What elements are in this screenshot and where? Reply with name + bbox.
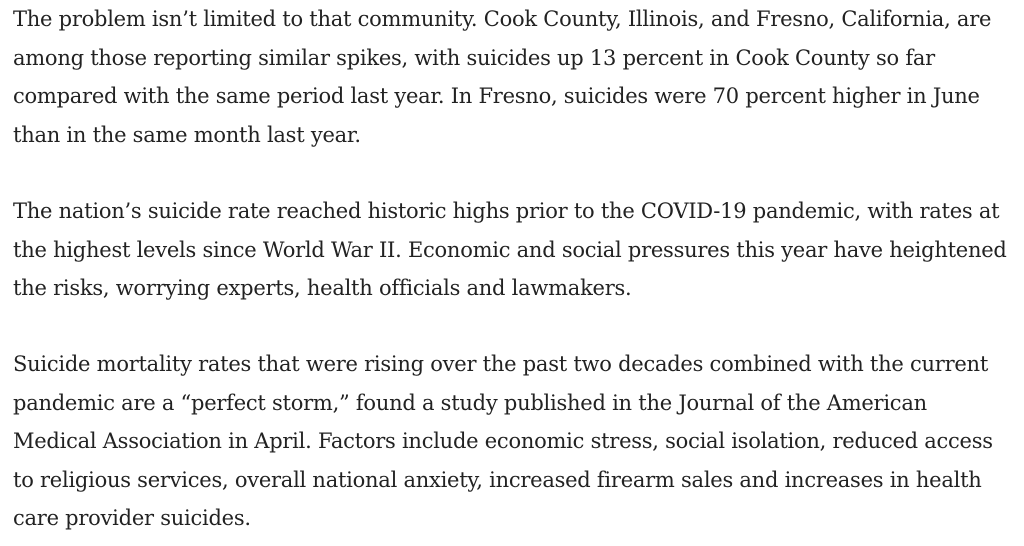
paragraph-line: the risks, worrying experts, health officials and lawmakers. [13,276,632,301]
paragraph-line: Medical Association in April. Factors include economic stress, social isolation, reduced access [13,429,993,454]
paragraph-line: The problem isn’t limited to that community. Cook County, Illinois, and Fresno, California, are [13,7,992,31]
paragraph-1 [13,0,991,154]
paragraph-line: pandemic are a “perfect storm,” found a study published in the Journal of the American [13,390,927,415]
paragraph-line: to religious services, overall national anxiety, increased firearm sales and increases in health [13,467,982,492]
paragraph-3 [13,345,993,538]
paragraph-line: Suicide mortality rates that were rising over the past two decades combined with the current [13,352,989,376]
paragraph-2 [13,192,1007,308]
paragraph-line: The nation’s suicide rate reached historic highs prior to the COVID-19 pandemic, with rates at [13,199,1000,223]
paragraph-line: among those reporting similar spikes, with suicides up 13 percent in Cook County so far [13,45,935,70]
paragraph-line: compared with the same period last year. In Fresno, suicides were 70 percent higher in June [13,84,980,109]
paragraph-line: than in the same month last year. [13,122,361,147]
paragraph-line: the highest levels since World War II. Economic and social pressures this year have heightened [13,237,1007,262]
paragraph-line: care provider suicides. [13,506,251,531]
